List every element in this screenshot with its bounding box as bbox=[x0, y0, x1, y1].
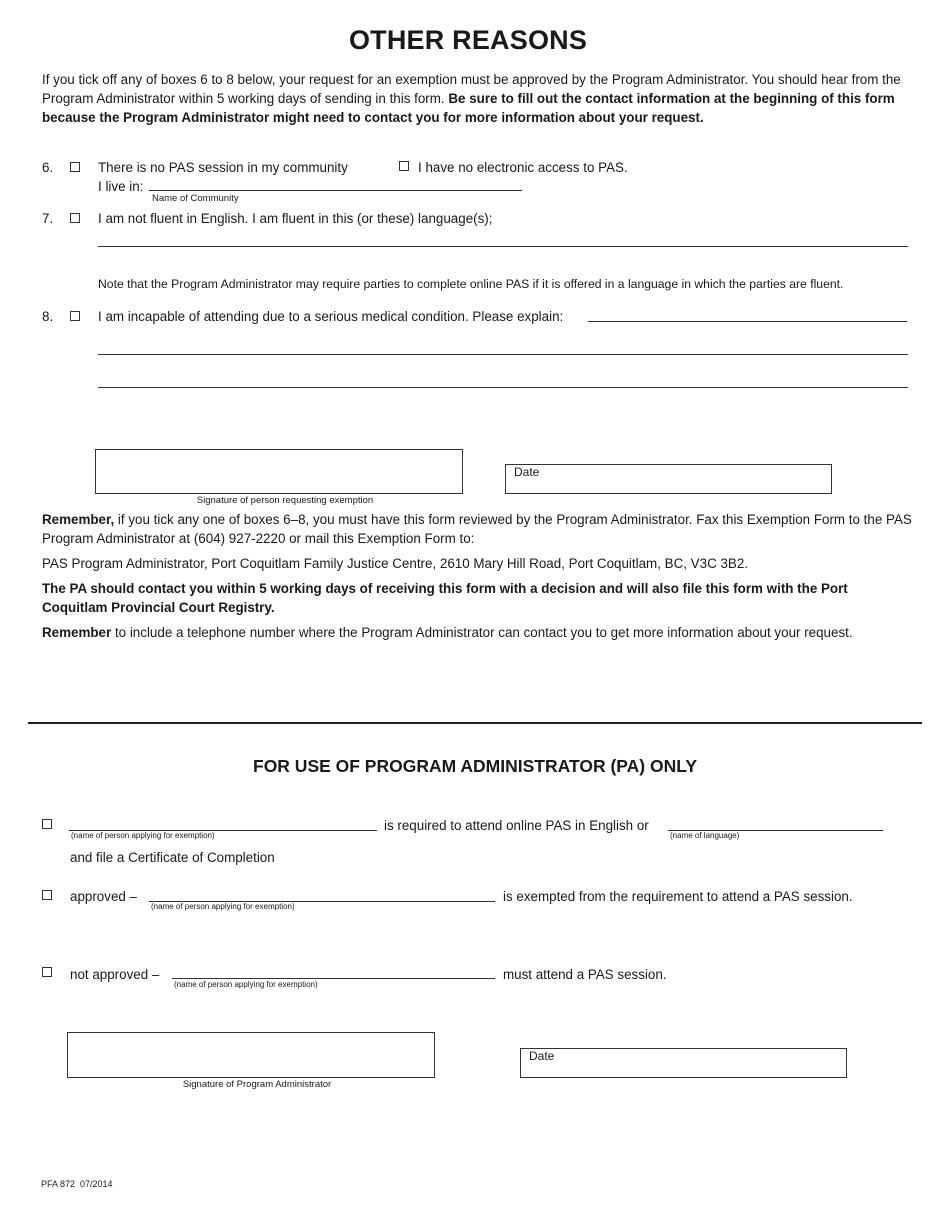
remember-paragraph-2 bbox=[42, 624, 912, 643]
languages-input-line[interactable] bbox=[98, 246, 908, 247]
remember-1-text: if you tick any one of boxes 6–8, you must have this form reviewed by the Program Administrator. Fax this Exemption Form to the PAS Program Administrator at (604) 927-2220 or mail this Exemption Form to: bbox=[42, 512, 912, 546]
item-6-no-access-label: I have no electronic access to PAS. bbox=[418, 160, 628, 175]
applicant-date-box[interactable] bbox=[505, 464, 832, 494]
pa-not-approved-label: not approved – bbox=[70, 967, 160, 982]
item-7-number: 7. bbox=[42, 211, 54, 226]
pa-date-box[interactable] bbox=[520, 1048, 847, 1078]
pa-row3-name-caption: (name of person applying for exemption) bbox=[174, 980, 318, 989]
item-8-checkbox[interactable] bbox=[70, 311, 80, 321]
community-input-line[interactable] bbox=[149, 190, 522, 191]
pa-approved-checkbox[interactable] bbox=[42, 890, 52, 900]
pa-row3-name-line[interactable] bbox=[172, 978, 495, 979]
pa-signature-caption: Signature of Program Administrator bbox=[182, 1079, 332, 1090]
item-7-note: Note that the Program Administrator may require parties to complete online PAS if it is offered in a language in which the parties are fluent. bbox=[98, 277, 844, 291]
applicant-date-label: Date bbox=[514, 465, 540, 479]
pa-row2-text: is exempted from the requirement to attend a PAS session. bbox=[503, 889, 853, 904]
pa-row2-name-caption: (name of person applying for exemption) bbox=[151, 902, 295, 911]
medical-explain-line-1[interactable] bbox=[588, 321, 907, 322]
pa-row1-language-caption: (name of language) bbox=[670, 831, 740, 840]
item-8-label: I am incapable of attending due to a serious medical condition. Please explain: bbox=[98, 309, 564, 324]
pa-approved-label: approved – bbox=[70, 889, 138, 904]
item-8-number: 8. bbox=[42, 309, 54, 324]
remember-2-text: to include a telephone number where the Program Administrator can contact you to get more information about your request. bbox=[111, 625, 853, 640]
pa-signature-box[interactable] bbox=[67, 1032, 435, 1078]
item-6-no-session-checkbox[interactable] bbox=[70, 162, 80, 172]
item-7-checkbox[interactable] bbox=[70, 213, 80, 223]
intro-text: If you tick off any of boxes 6 to 8 below, your request for an exemption must be approved by the Program Administrator. You should hear from the Program Administrator within 5 working days of sending in this form. bbox=[42, 72, 901, 106]
pa-contact-notice: The PA should contact you within 5 working days of receiving this form with a decision and will also file this form with the Port Coquitlam Provincial Court Registry. bbox=[42, 581, 848, 615]
applicant-signature-caption: Signature of person requesting exemption bbox=[196, 495, 374, 506]
intro-paragraph bbox=[42, 71, 912, 127]
pa-row1-name-caption: (name of person applying for exemption) bbox=[71, 831, 215, 840]
remember-1-bold: Remember, bbox=[42, 512, 115, 527]
pa-row1-text: is required to attend online PAS in English or bbox=[384, 818, 649, 833]
pa-row3-text: must attend a PAS session. bbox=[503, 967, 667, 982]
pa-row1-continuation: and file a Certificate of Completion bbox=[70, 850, 275, 865]
remember-paragraph-1 bbox=[42, 511, 912, 549]
form-number-footer: PFA 872 07/2014 bbox=[41, 1179, 113, 1189]
live-in-label: I live in: bbox=[98, 179, 144, 194]
item-6-no-session-label: There is no PAS session in my community bbox=[98, 160, 348, 175]
pa-not-approved-checkbox[interactable] bbox=[42, 967, 52, 977]
intro-bold-text: Be sure to fill out the contact information at the beginning of this form because the Program Administrator might need to contact you for more information about your request. bbox=[42, 90, 895, 125]
item-6-no-access-checkbox[interactable] bbox=[399, 161, 409, 171]
community-caption: Name of Community bbox=[152, 193, 239, 204]
medical-explain-line-2[interactable] bbox=[98, 354, 908, 355]
mailing-address: PAS Program Administrator, Port Coquitlam Family Justice Centre, 2610 Mary Hill Road, Port Coquitlam, BC, V3C 3B2. bbox=[42, 556, 749, 571]
page-title: OTHER REASONS bbox=[348, 25, 588, 55]
remember-2-bold: Remember bbox=[42, 625, 112, 640]
applicant-signature-box[interactable] bbox=[95, 449, 463, 494]
medical-explain-line-3[interactable] bbox=[98, 387, 908, 388]
item-7-label: I am not fluent in English. I am fluent in this (or these) language(s); bbox=[98, 211, 493, 226]
section-divider bbox=[28, 722, 922, 724]
item-6-number: 6. bbox=[42, 160, 54, 175]
pa-date-label: Date bbox=[529, 1049, 555, 1063]
pa-required-checkbox[interactable] bbox=[42, 819, 52, 829]
pa-section-title: FOR USE OF PROGRAM ADMINISTRATOR (PA) ONLY bbox=[253, 756, 697, 776]
